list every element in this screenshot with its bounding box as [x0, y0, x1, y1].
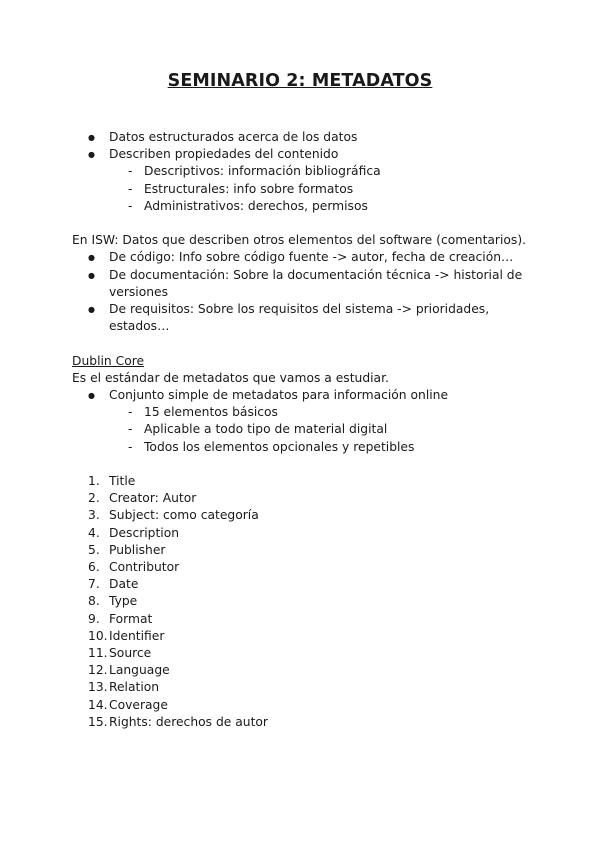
sub-list-item: - 15 elementos básicos: [72, 404, 542, 421]
document-body: [72, 129, 542, 731]
numbered-list-item: [72, 525, 542, 542]
list-number: 1.: [88, 474, 100, 489]
dublin-core-elements-list: [72, 473, 542, 731]
isw-list: [72, 249, 542, 335]
list-number: 14.: [88, 697, 108, 712]
list-item-text: Relation: [109, 680, 160, 695]
list-item-text: Subject: como categoría: [109, 508, 259, 523]
sub-list-item: - Aplicable a todo tipo de material digital: [72, 421, 542, 438]
numbered-list-item: [72, 507, 542, 524]
list-item-text: Description: [109, 525, 180, 540]
isw-paragraph: En ISW: Datos que describen otros elementos del software (comentarios).: [72, 233, 527, 248]
list-number: 5.: [88, 542, 100, 557]
numbered-list-item: [72, 593, 542, 610]
numbered-list-item: [72, 576, 542, 593]
list-item-text: Format: [109, 611, 153, 626]
numbered-list-item: [72, 473, 542, 490]
sub-list-item: - Administrativos: derechos, permisos: [72, 198, 542, 215]
list-item: ● De requisitos: Sobre los requisitos del sistema -> prioridades, estados…: [72, 301, 542, 335]
sub-list-item: - Descriptivos: información bibliográfica: [72, 163, 542, 180]
list-number: 11.: [88, 646, 108, 661]
numbered-list-item: [72, 628, 542, 645]
list-item-text: Creator: Autor: [109, 491, 197, 506]
numbered-list-item: [72, 490, 542, 507]
numbered-list-item: [72, 697, 542, 714]
list-number: 15.: [88, 714, 108, 729]
spacer: [72, 215, 542, 232]
list-item-text: Publisher: [109, 542, 166, 557]
numbered-list-item: [72, 662, 542, 679]
list-item-text: Identifier: [109, 628, 165, 643]
list-item-text: Type: [109, 594, 138, 609]
page-title: SEMINARIO 2: METADATOS: [167, 71, 433, 91]
numbered-list-item: [72, 559, 542, 576]
numbered-list-item: [72, 679, 542, 696]
list-number: 8.: [88, 594, 100, 609]
list-item-text: Contributor: [109, 560, 180, 575]
list-item: ● De documentación: Sobre la documentación técnica -> historial de versiones: [72, 267, 542, 301]
metadata-types-list: [72, 163, 542, 215]
list-number: 3.: [88, 508, 100, 523]
list-item-text: Source: [109, 646, 152, 661]
list-number: 10.: [88, 628, 108, 643]
list-item-text: Rights: derechos de autor: [109, 714, 268, 729]
numbered-list-item: [72, 714, 542, 731]
numbered-list-item: [72, 645, 542, 662]
dublin-core-heading: Dublin Core: [72, 353, 145, 368]
numbered-list-item: [72, 542, 542, 559]
spacer: [72, 456, 542, 473]
list-item: ● Conjunto simple de metadatos para información online: [72, 387, 542, 404]
list-number: 12.: [88, 663, 108, 678]
list-item: ● De código: Info sobre código fuente -> autor, fecha de creación…: [72, 249, 542, 266]
list-number: 7.: [88, 577, 100, 592]
dublin-core-list: [72, 387, 542, 456]
spacer: [72, 335, 542, 352]
list-number: 9.: [88, 611, 100, 626]
list-item: ● Describen propiedades del contenido: [72, 146, 542, 163]
list-number: 13.: [88, 680, 108, 695]
list-item-text: Title: [109, 474, 136, 489]
dublin-core-paragraph: Es el estándar de metadatos que vamos a estudiar.: [72, 370, 389, 385]
sub-list-item: - Todos los elementos opcionales y repetibles: [72, 439, 542, 456]
list-item: ● Datos estructurados acerca de los datos: [72, 129, 542, 146]
list-item-text: Coverage: [109, 697, 168, 712]
numbered-list-item: [72, 611, 542, 628]
sub-list-item: - Estructurales: info sobre formatos: [72, 181, 542, 198]
list-item-text: Language: [109, 663, 170, 678]
list-number: 6.: [88, 560, 100, 575]
intro-list: [72, 129, 542, 163]
list-item-text: Date: [109, 577, 139, 592]
list-number: 2.: [88, 491, 100, 506]
list-number: 4.: [88, 525, 100, 540]
